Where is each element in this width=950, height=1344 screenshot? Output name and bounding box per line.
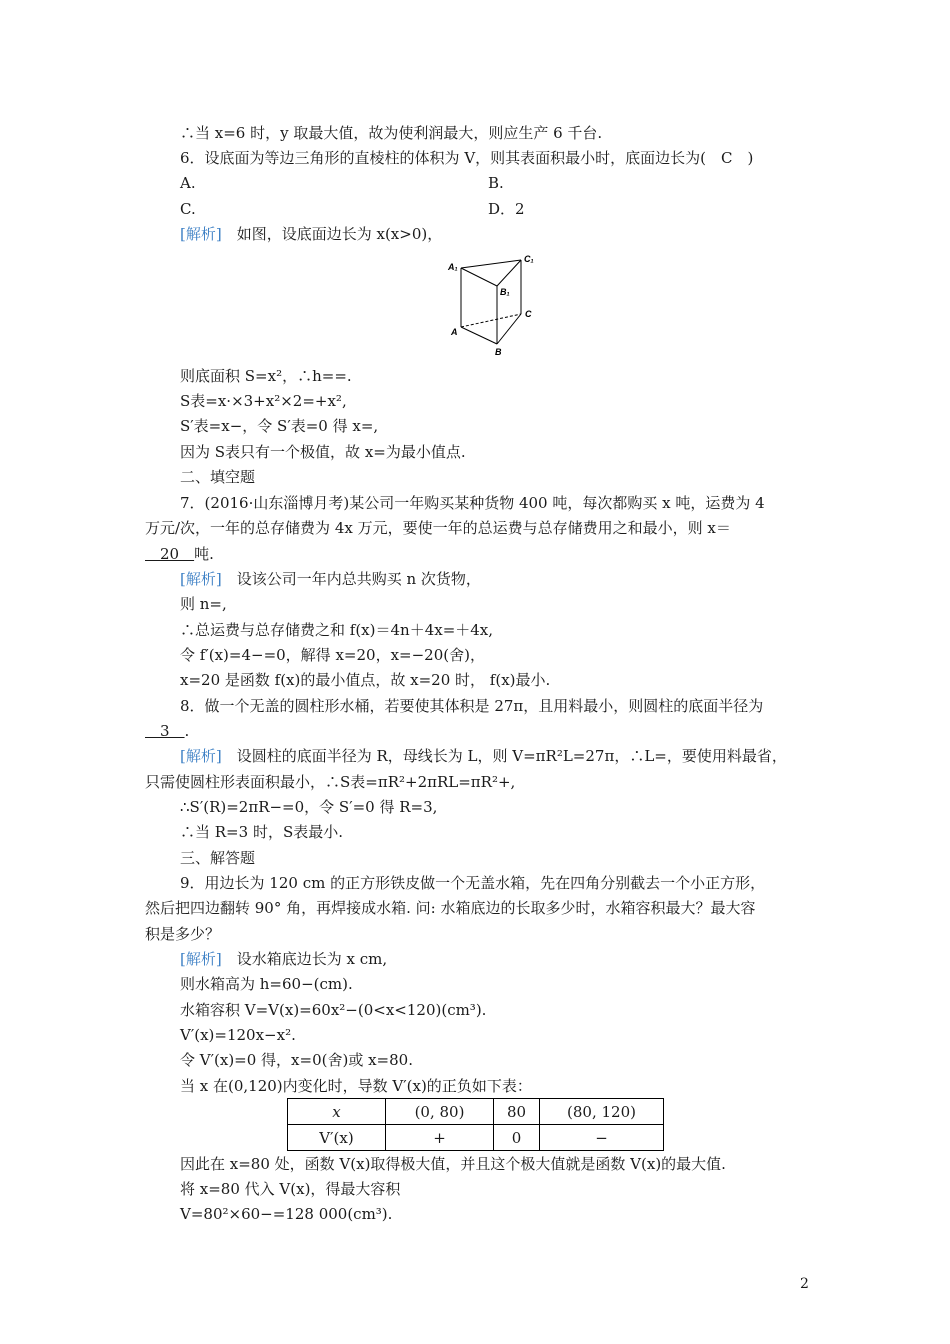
solution-7-line: ∴总运费与总存储费之和 f(x)＝4n＋4x=＋4x, [180,621,494,639]
question-8-answer: 3 . [145,722,190,740]
solution-6-line: S′表=x−，令 S′表=0 得 x=, [180,417,379,435]
table-row [288,1099,664,1125]
analysis-marker: [解析] [180,225,222,243]
table-header-cell: x [288,1099,386,1125]
question-7: 7．(2016·山东淄博月考)某公司一年购买某种货物 400 吨，每次都购买 x 吨，运费为 4 [180,494,765,512]
option-b: B. [488,174,504,192]
label-a: A [451,327,458,337]
solution-text: 如图，设底面边长为 x(x>0)， [221,225,443,243]
solution-9-intro [180,949,387,969]
solution-8-intro [180,746,787,766]
solution-7-intro [180,569,481,589]
solution-6-line: 则底面积 S=x²，∴h==. [180,367,352,385]
table-cell: + [386,1125,494,1151]
edge-b1c1 [497,260,521,286]
solution-8-line: 只需使圆柱形表面积最小，∴S表=πR²+2πRL=πR²+, [145,773,516,791]
solution-6-intro [180,224,442,244]
prism-figure [440,250,550,360]
edge-ab [461,327,497,344]
question-9-cont: 积是多少？ [145,925,221,943]
solution-9-line: 令 V′(x)=0 得，x=0(舍)或 x=80. [180,1051,413,1069]
solution-9-line: 水箱容积 V=V(x)=60x²−(0<x<120)(cm³). [180,1001,487,1019]
label-b1: B₁ [500,287,510,297]
solution-text: 设水箱底边长为 x cm, [221,950,388,968]
question-7-cont: 万元/次，一年的总存储费为 4x 万元，要使一年的总运费与总存储费用之和最小，则 x＝ [145,519,731,537]
table-header-cell: (0, 80) [386,1099,494,1125]
option-a: A. [180,174,196,192]
question-9: 9．用边长为 120 cm 的正方形铁皮做一个无盖水箱，先在四角分别截去一个小正方形， [180,874,766,892]
solution-9-line: 将 x=80 代入 V(x)，得最大容积 [180,1180,401,1198]
solution-9-line: V=80²×60−=128 000(cm³). [180,1205,393,1223]
label-c1: C₁ [524,254,534,264]
table-header-cell: (80, 120) [540,1099,664,1125]
question-6: 6．设底面为等边三角形的直棱柱的体积为 V，则其表面积最小时，底面边长为( C ) [180,149,754,167]
solution-9-line: 因此在 x=80 处，函数 V(x)取得极大值，并且这个极大值就是函数 V(x)的最大值. [180,1155,726,1173]
table-header-cell: 80 [494,1099,540,1125]
label-c: C [525,309,532,319]
solution-7-line: 则 n=, [180,595,227,613]
solution-8-line: ∴S′(R)=2πR−=0，令 S′=0 得 R=3, [180,798,438,816]
solution-6-line: S表=x·×3+x²×2=+x², [180,392,347,410]
answer-blank: 20 [145,545,195,563]
solution-7-line: x=20 是函数 f(x)的最小值点，故 x=20 时， f(x)最小. [180,671,551,689]
edge-a1c1 [461,260,521,268]
analysis-marker: [解析] [180,747,222,765]
solution-7-line: 令 f′(x)=4−=0，解得 x=20，x=−20(舍)， [180,646,485,664]
page-number: 2 [800,1276,809,1292]
question-8: 8．做一个无盖的圆柱形水桶，若要使其体积是 27π，且用料最小，则圆柱的底面半径为 [180,697,764,715]
solution-9-line: 当 x 在(0,120)内变化时，导数 V′(x)的正负如下表： [180,1077,532,1095]
line-conclusion: ∴当 x=6 时，y 取最大值，故为使利润最大，则应生产 6 千台. [180,124,603,142]
sign-table [287,1098,664,1151]
analysis-marker: [解析] [180,570,222,588]
analysis-marker: [解析] [180,950,222,968]
solution-9-line: 则水箱高为 h=60−(cm). [180,975,353,993]
question-7-answer [145,544,214,564]
edge-a1b1 [461,268,497,286]
solution-text: 设该公司一年内总共购买 n 次货物， [221,570,481,588]
table-row [288,1125,664,1151]
answer-blank: 3 [145,722,185,740]
solution-6-line: 因为 S表只有一个极值，故 x=为最小值点. [180,443,466,461]
section-heading-answer: 三、解答题 [180,849,256,867]
unit-text: 吨. [194,545,214,563]
section-heading-fill: 二、填空题 [180,468,256,486]
table-cell: V′(x) [288,1125,386,1151]
solution-9-line: V′(x)=120x−x². [180,1026,296,1044]
table-cell: − [540,1125,664,1151]
table-cell: 0 [494,1125,540,1151]
solution-8-line: ∴当 R=3 时，S表最小. [180,823,343,841]
solution-text: 设圆柱的底面半径为 R，母线长为 L，则 V=πR²L=27π，∴L=，要使用料最省， [221,747,787,765]
option-d: D．2 [488,200,525,218]
question-9-cont: 然后把四边翻转 90° 角，再焊接成水箱. 问: 水箱底边的长取多少时，水箱容积最大？最大容 [145,899,756,917]
label-a1: A₁ [448,262,458,272]
label-b: B [495,347,502,357]
option-c: C. [180,200,196,218]
